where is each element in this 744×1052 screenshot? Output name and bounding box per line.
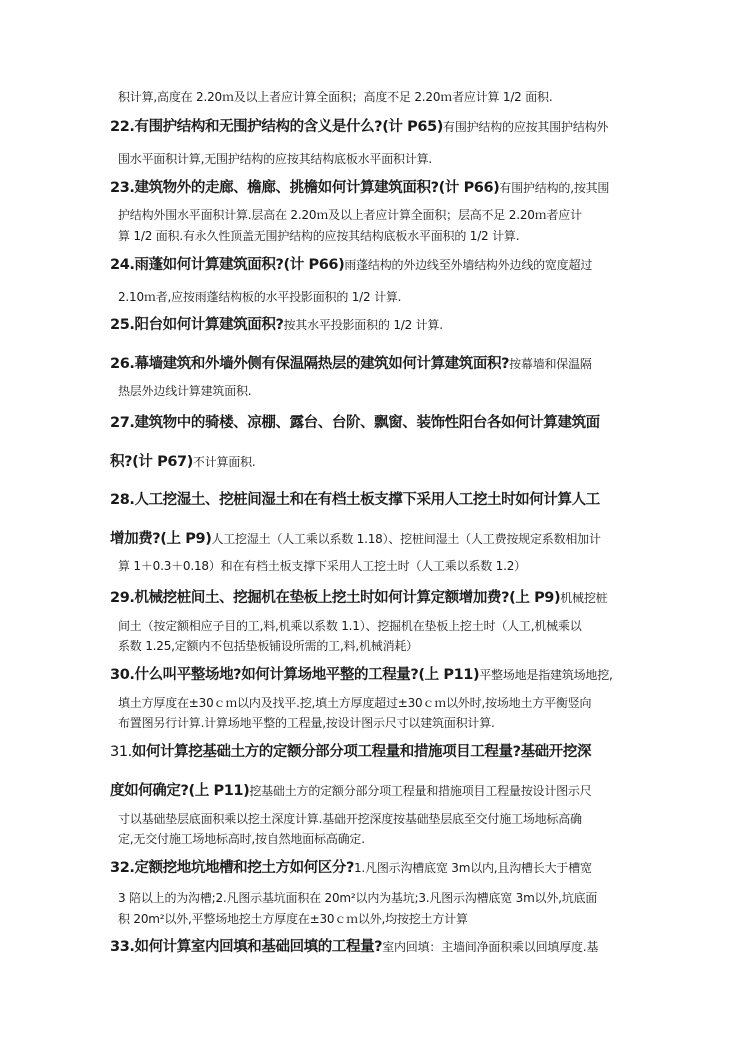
answer-text: 按幕墙和保温隔 xyxy=(509,357,592,371)
text-line: 定,无交付施工场地标高时,按自然地面标高确定. xyxy=(118,832,365,846)
question-25 xyxy=(110,316,443,334)
text-line: 积 20m²以外,平整场地挖土方厚度在±30ｃｍ以外,均按挖土方计算 xyxy=(118,912,468,926)
text-line: 热层外边线计算建筑面积. xyxy=(118,384,252,398)
question-title: 24.雨蓬如何计算建筑面积?(计 P66) xyxy=(110,257,345,273)
question-title: 积?(计 P67) xyxy=(110,454,193,470)
question-26 xyxy=(110,355,592,373)
question-32 xyxy=(110,859,592,877)
text-line: 间土（按定额相应子目的工,料,机乘以系数 1.1）、挖掘机在垫板上挖土时（人工,机械乘以 xyxy=(118,619,582,633)
text-line: 算 1＋0.3＋0.18）和在有档土板支撑下采用人工挖土时（人工乘以系数 1.2） xyxy=(118,559,526,573)
question-24 xyxy=(110,256,592,274)
answer-text: 不计算面积. xyxy=(192,455,256,469)
text-line: 围水平面积计算,无围护结构的应按其结构底板水平面积计算. xyxy=(118,152,433,166)
question-33 xyxy=(110,938,598,956)
answer-text: 按其水平投影面积的 1/2 计算. xyxy=(283,318,443,332)
question-number: 31. xyxy=(110,744,132,760)
text-line: 2.10ｍ者,应按雨蓬结构板的水平投影面积的 1/2 计算. xyxy=(118,290,402,304)
text-line: 算 1/2 面积.有永久性顶盖无围护结构的应按其结构底板水平面积的 1/2 计算. xyxy=(118,229,520,243)
question-title: 23.建筑物外的走廊、檐廊、挑檐如何计算建筑面积?(计 P66) xyxy=(110,180,500,196)
answer-text: 平整场地是指建筑场地挖, xyxy=(479,668,613,682)
text-line: 积计算,高度在 2.20ｍ及以上者应计算全面积；高度不足 2.20ｍ者应计算 1/2 面积. xyxy=(118,90,553,104)
answer-text: 人工挖湿土（人工乘以系数 1.18）、挖桩间湿土（人工费按规定系数相加计 xyxy=(211,532,601,546)
question-title: 33.如何计算室内回填和基础回填的工程量? xyxy=(110,939,383,955)
answer-text: 雨蓬结构的外边线至外墙结构外边线的宽度超过 xyxy=(344,258,593,272)
answer-text: 机械挖桩 xyxy=(560,591,608,605)
question-28-cont xyxy=(110,530,601,548)
question-title: 增加费?(上 P9) xyxy=(110,531,212,547)
question-22 xyxy=(110,118,608,136)
question-31 xyxy=(110,743,591,761)
question-title: 29.机械挖桩间土、挖掘机在垫板上挖土时如何计算定额增加费?(上 P9) xyxy=(110,590,561,606)
question-title: 25.阳台如何计算建筑面积? xyxy=(110,317,284,333)
question-title: 如何计算挖基础土方的定额分部分项工程量和措施项目工程量?基础开挖深 xyxy=(131,744,592,760)
question-23 xyxy=(110,179,609,197)
question-title: 22.有围护结构和无围护结构的含义是什么?(计 P65) xyxy=(110,119,444,135)
question-28: 28.人工挖湿土、挖桩间湿土和在有档土板支撑下采用人工挖土时如何计算人工 xyxy=(110,492,600,508)
text-line: 系数 1.25,定额内不包括垫板铺设所需的工,料,机械消耗） xyxy=(118,639,418,653)
question-title: 30.什么叫平整场地?如何计算场地平整的工程量?(上 P11) xyxy=(110,667,480,683)
answer-text: 1.凡图示沟槽底宽 3m以内,且沟槽长大于槽宽 xyxy=(354,861,592,875)
question-title: 26.幕墙建筑和外墙外侧有保温隔热层的建筑如何计算建筑面积? xyxy=(110,356,510,372)
question-title: 度如何确定?(上 P11) xyxy=(110,783,250,799)
question-30 xyxy=(110,666,613,684)
text-line: 护结构外围水平面积计算.层高在 2.20ｍ及以上者应计算全面积；层高不足 2.20ｍ者应计 xyxy=(118,208,582,222)
answer-text: 挖基础土方的定额分部分项工程量和措施项目工程量按设计图示尺 xyxy=(249,784,592,798)
text-line: 3 陪以上的为沟槽;2.凡图示基坑面积在 20m²以内为基坑;3.凡图示沟槽底宽 3m以外,坑底面 xyxy=(118,891,598,905)
question-title: 32.定额挖地坑地槽和挖土方如何区分? xyxy=(110,860,354,876)
answer-text: 有围护结构的,按其围 xyxy=(499,181,610,195)
answer-text: 有围护结构的应按其围护结构外 xyxy=(443,120,609,134)
question-29 xyxy=(110,589,607,607)
answer-text: 室内回填：主墙间净面积乘以回填厚度.基 xyxy=(382,940,599,954)
question-27-cont xyxy=(110,453,256,471)
text-line: 布置图另行计算.计算场地平整的工程量,按设计图示尺寸以建筑面积计算. xyxy=(118,716,495,730)
question-27: 27.建筑物中的骑楼、凉棚、露台、台阶、飘窗、装饰性阳台各如何计算建筑面 xyxy=(110,415,600,431)
question-31-cont xyxy=(110,782,592,800)
text-line: 填土方厚度在±30ｃｍ以内及找平.挖,填土方厚度超过±30ｃｍ以外时,按场地土方平衡竖向 xyxy=(118,696,592,710)
text-line: 寸以基础垫层底面积乘以挖土深度计算.基础开挖深度按基础垫层底至交付施工场地标高确 xyxy=(118,812,582,826)
